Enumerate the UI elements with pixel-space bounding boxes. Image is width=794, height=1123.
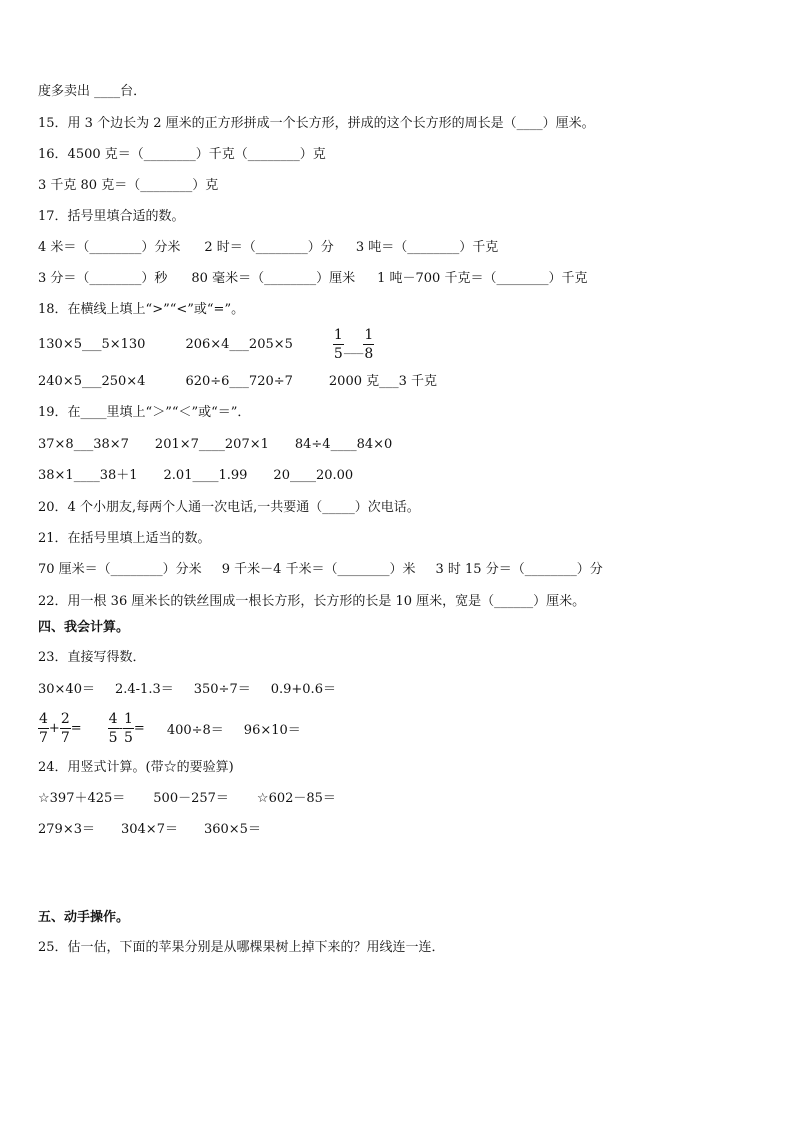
q20-text: 20．4 个小朋友,每两个人通一次电话,一共要通（_____）次电话。 bbox=[38, 500, 420, 515]
fraction: $\frac{2}{7}$ bbox=[60, 711, 70, 746]
q21-row bbox=[38, 562, 603, 578]
q21-title: 21．在括号里填上适当的数。 bbox=[38, 531, 211, 546]
q18-item: 2000 克___3 千克 bbox=[328, 374, 438, 389]
q17-row2 bbox=[38, 271, 587, 287]
q17-row1 bbox=[38, 240, 498, 256]
q24-row2 bbox=[38, 822, 261, 838]
q17-item: 1 吨－700 千克＝（________）千克 bbox=[377, 271, 588, 286]
q18-title: 18．在横线上填上“>”“<”或“=”。 bbox=[38, 302, 245, 317]
q17-item: 4 米＝（________）分米 bbox=[38, 240, 181, 255]
q23-item: 96×10＝ bbox=[243, 723, 301, 738]
equals-sign: = bbox=[70, 721, 82, 736]
q24-item: 304×7＝ bbox=[120, 822, 178, 837]
q23-row1 bbox=[38, 682, 336, 698]
equals-sign: = bbox=[133, 721, 145, 736]
q23-item: 350÷7＝ bbox=[193, 682, 251, 697]
q24-item: 279×3＝ bbox=[38, 822, 95, 837]
q14-tail: 度多卖出 ____台． bbox=[38, 84, 147, 99]
q25-text: 25．估一估，下面的苹果分别是从哪棵果树上掉下来的？用线连一连． bbox=[38, 940, 445, 955]
fraction: $\frac{1}{5}$ bbox=[333, 327, 343, 362]
q18-row2 bbox=[38, 374, 437, 390]
q18-item: 620÷6___720÷7 bbox=[185, 374, 293, 389]
q19-item: 84÷4____84×0 bbox=[294, 437, 393, 452]
q17-item: 80 毫米＝（________）厘米 bbox=[191, 271, 356, 286]
q16-line2: 3 千克 80 克＝（________）克 bbox=[38, 178, 219, 193]
section-4-heading: 四、我会计算。 bbox=[38, 620, 130, 635]
minus-operator: - bbox=[118, 721, 123, 736]
q24-item: ☆602－85＝ bbox=[256, 791, 336, 806]
q19-item: 2.01____1.99 bbox=[163, 468, 248, 483]
q15-text: 15．用 3 个边长为 2 厘米的正方形拼成一个长方形，拼成的这个长方形的周长是（____）厘米。 bbox=[38, 116, 595, 131]
q23-title: 23．直接写得数． bbox=[38, 650, 146, 665]
plus-operator: + bbox=[48, 721, 60, 736]
q19-item: 37×8___38×7 bbox=[38, 437, 129, 452]
fraction: $\frac{1}{8}$ bbox=[364, 327, 374, 362]
q17-item: 2 时＝（________）分 bbox=[204, 240, 334, 255]
q24-row1 bbox=[38, 791, 336, 807]
q22-text: 22．用一根 36 厘米长的铁丝围成一根长方形，长方形的长是 10 厘米，宽是（______）厘米。 bbox=[38, 594, 586, 609]
comparison-blank: ___ bbox=[343, 340, 364, 355]
q23-item: 30×40＝ bbox=[38, 682, 95, 697]
fraction: $\frac{4}{5}$ bbox=[108, 711, 118, 746]
fraction: $\frac{4}{7}$ bbox=[39, 711, 48, 746]
q16-line1: 16．4500 克＝（________）千克（________）克 bbox=[38, 147, 326, 162]
q24-item: 360×5＝ bbox=[203, 822, 261, 837]
q24-item: 500－257＝ bbox=[153, 791, 229, 806]
q18-item: 206×4___205×5 bbox=[185, 337, 293, 352]
q17-item: 3 吨＝（________）千克 bbox=[355, 240, 499, 255]
q19-item: 20____20.00 bbox=[273, 468, 354, 483]
q19-item: 201×7____207×1 bbox=[154, 437, 269, 452]
q23-row2 bbox=[38, 712, 301, 745]
q19-item: 38×1____38＋1 bbox=[38, 468, 138, 483]
q19-row1 bbox=[38, 437, 392, 453]
q18-item: 240×5___250×4 bbox=[38, 374, 146, 389]
q21-item: 70 厘米＝（________）分米 bbox=[38, 562, 202, 577]
q17-title: 17．括号里填合适的数。 bbox=[38, 209, 185, 224]
q19-title: 19．在____里填上“＞”“＜”或“＝”． bbox=[38, 405, 251, 420]
q21-item: 3 时 15 分＝（________）分 bbox=[435, 562, 603, 577]
q18-item: 130×5___5×130 bbox=[38, 337, 146, 352]
q21-item: 9 千米－4 千米＝（________）米 bbox=[221, 562, 416, 577]
fraction: $\frac{1}{5}$ bbox=[123, 711, 133, 746]
q23-item: 2.4-1.3＝ bbox=[114, 682, 174, 697]
q24-title: 24．用竖式计算。(带☆的要验算) bbox=[38, 760, 234, 775]
q17-item: 3 分＝（________）秒 bbox=[38, 271, 168, 286]
q19-row2 bbox=[38, 468, 353, 484]
q23-item: 0.9+0.6＝ bbox=[270, 682, 336, 697]
section-5-heading: 五、动手操作。 bbox=[38, 910, 130, 925]
q23-item: 400÷8＝ bbox=[166, 723, 224, 738]
q18-row1 bbox=[38, 328, 374, 361]
q24-item: ☆397＋425＝ bbox=[38, 791, 126, 806]
